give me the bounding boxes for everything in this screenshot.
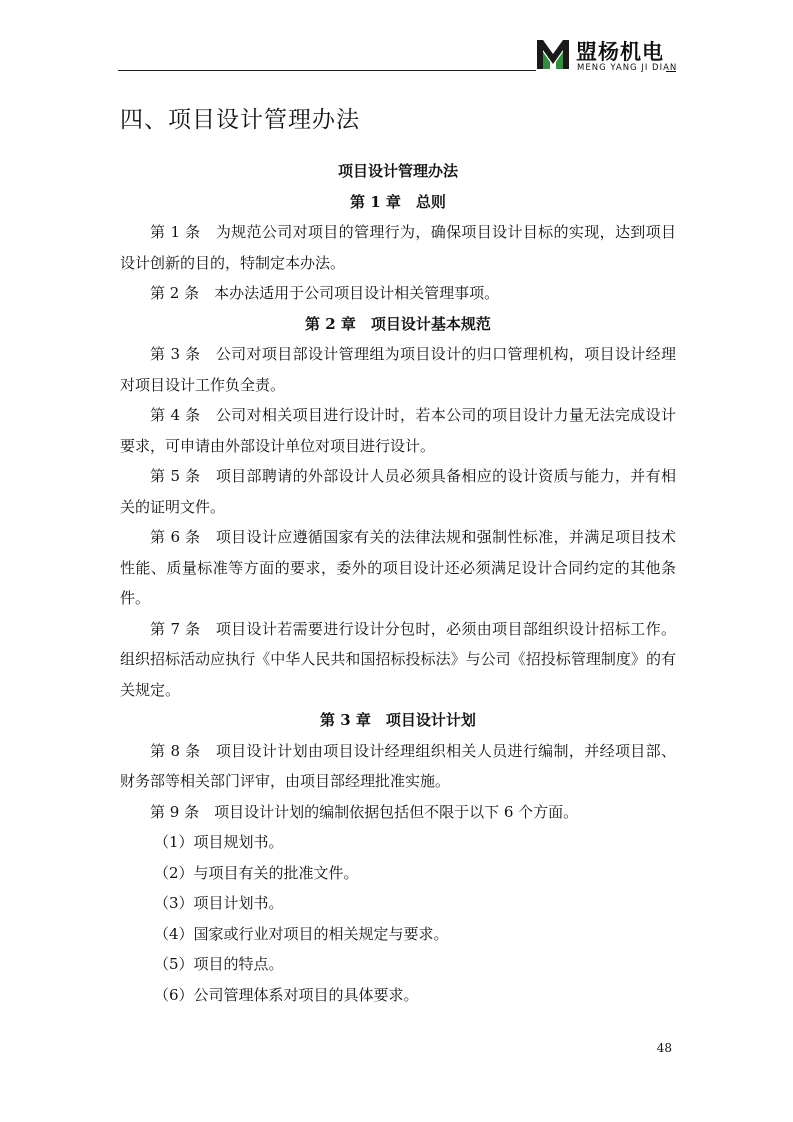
list-item-4: （4）国家或行业对项目的相关规定与要求。 xyxy=(154,924,449,943)
article-6: 第 6 条 项目设计应遵循国家有关的法律法规和强制性标准，并满足项目技术性能、质量标准等方面的要求，委外的项目设计还必须满足设计合同约定的其他条件。 xyxy=(120,528,676,607)
list-item-6: （6）公司管理体系对项目的具体要求。 xyxy=(154,985,419,1004)
article-9: 第 9 条 项目设计计划的编制依据包括但不限于以下 6 个方面。 xyxy=(150,802,579,821)
document-body xyxy=(120,156,676,1010)
logo-underline xyxy=(666,71,676,72)
article-1: 第 1 条 为规范公司对项目的管理行为，确保项目设计目标的实现，达到项目设计创新的目的，特制定本办法。 xyxy=(120,223,676,272)
article-5: 第 5 条 项目部聘请的外部设计人员必须具备相应的设计资质与能力，并有相关的证明文件。 xyxy=(120,467,676,516)
chapter-2-heading: 第 2 章 项目设计基本规范 xyxy=(305,314,491,333)
chapter-1-heading: 第 1 章 总则 xyxy=(350,192,446,211)
article-3: 第 3 条 公司对项目部设计管理组为项目设计的归口管理机构，项目设计经理对项目设计工作负全责。 xyxy=(120,345,676,394)
list-item-5: （5）项目的特点。 xyxy=(154,955,284,973)
article-4: 第 4 条 公司对相关项目进行设计时，若本公司的项目设计力量无法完成设计要求，可申请由外部设计单位对项目进行设计。 xyxy=(120,406,676,455)
logo-chinese-name: 盟杨机电 xyxy=(576,40,664,64)
list-item-2: （2）与项目有关的批准文件。 xyxy=(154,863,359,882)
list-item-1: （1）项目规划书。 xyxy=(154,833,284,851)
section-title: 四、项目设计管理办法 xyxy=(120,107,360,133)
logo-m-icon xyxy=(536,38,570,70)
article-8: 第 8 条 项目设计计划由项目设计经理组织相关人员进行编制，并经项目部、财务部等相关部门评审，由项目部经理批准实施。 xyxy=(120,741,676,790)
chapter-3-heading: 第 3 章 项目设计计划 xyxy=(320,711,476,729)
logo-english-name: MENG YANG JI DIAN xyxy=(577,63,678,73)
document-title: 项目设计管理办法 xyxy=(337,162,458,180)
company-logo xyxy=(536,36,696,76)
article-7: 第 7 条 项目设计若需要进行设计分包时，必须由项目部组织设计招标工作。组织招标活动应执行《中华人民共和国招标投标法》与公司《招投标管理制度》的有关规定。 xyxy=(120,619,676,699)
article-2: 第 2 条 本办法适用于公司项目设计相关管理事项。 xyxy=(150,284,500,302)
list-item-3: （3）项目计划书。 xyxy=(154,894,284,912)
page-number: 48 xyxy=(656,1041,672,1055)
